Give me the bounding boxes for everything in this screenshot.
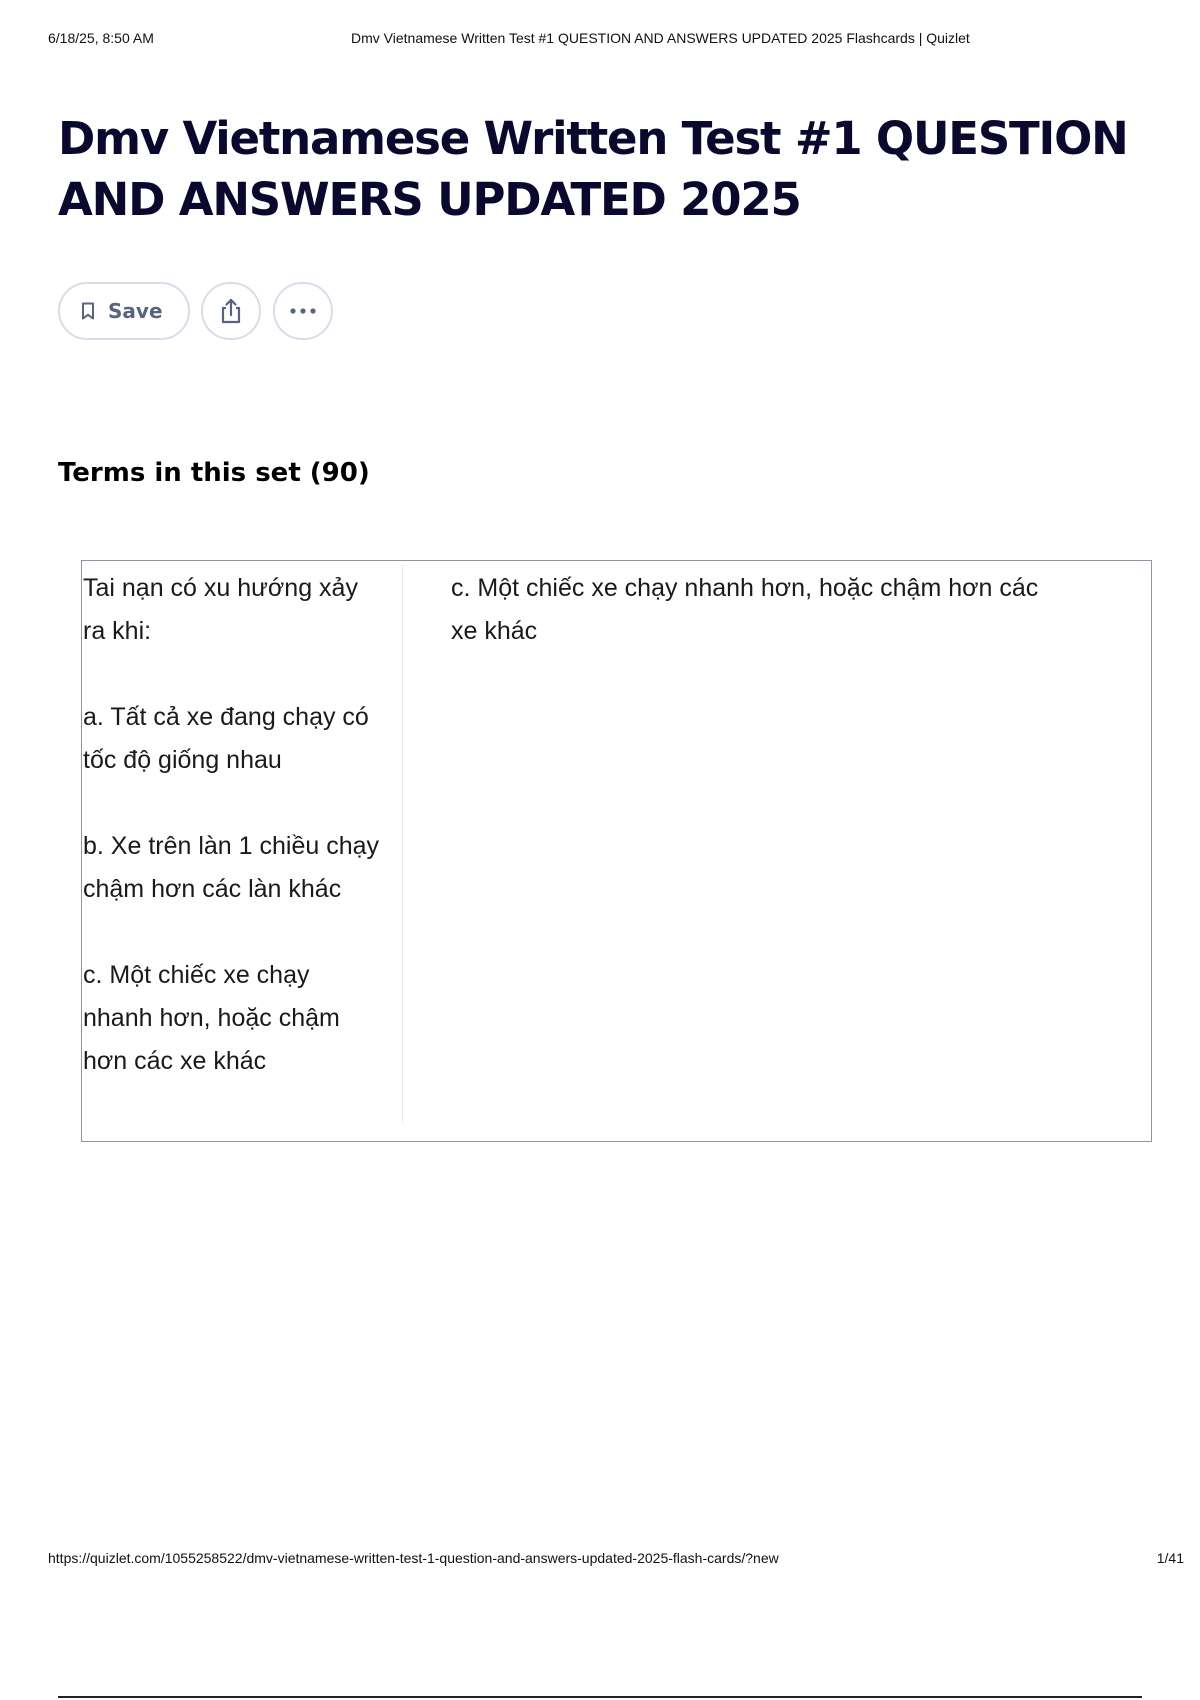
print-footer: [48, 1550, 1184, 1570]
term-question: Tai nạn có xu hướng xảy ra khi:: [83, 574, 358, 645]
print-header: [48, 30, 1152, 50]
bookmark-icon: [80, 301, 96, 321]
print-document-title: Dmv Vietnamese Written Test #1 QUESTION AND ANSWERS UPDATED 2025 Flashcards | Quizlet: [351, 30, 970, 46]
card-divider: [402, 565, 403, 1123]
page-number: 1/41: [1156, 1550, 1184, 1566]
save-button-label: Save: [108, 299, 163, 323]
terms-heading: Terms in this set (90): [58, 458, 370, 488]
term-option-a: a. Tất cả xe đang chạy có tốc độ giống nhau: [83, 703, 369, 774]
more-options-icon: [289, 307, 317, 315]
bottom-divider: [58, 1696, 1142, 1698]
save-button[interactable]: [58, 282, 190, 340]
flashcard-row: [81, 560, 1152, 1142]
print-url: https://quizlet.com/1055258522/dmv-vietnamese-written-test-1-question-and-answers-updated-2025-flash-cards/?new: [48, 1550, 779, 1566]
flashcard-definition: c. Một chiếc xe chạy nhanh hơn, hoặc chậm hơn các xe khác: [451, 574, 1039, 645]
share-icon: [218, 297, 244, 325]
term-option-b: b. Xe trên làn 1 chiều chạy chậm hơn các làn khác: [83, 832, 380, 903]
page-title: Dmv Vietnamese Written Test #1 QUESTION AND ANSWERS UPDATED 2025: [58, 112, 1128, 226]
more-options-button[interactable]: [273, 282, 333, 340]
term-option-c: c. Một chiếc xe chạy nhanh hơn, hoặc chậm hơn các xe khác: [83, 961, 340, 1075]
share-button[interactable]: [201, 282, 261, 340]
print-datetime: 6/18/25, 8:50 AM: [48, 30, 154, 46]
flashcard-term: [83, 567, 383, 1083]
